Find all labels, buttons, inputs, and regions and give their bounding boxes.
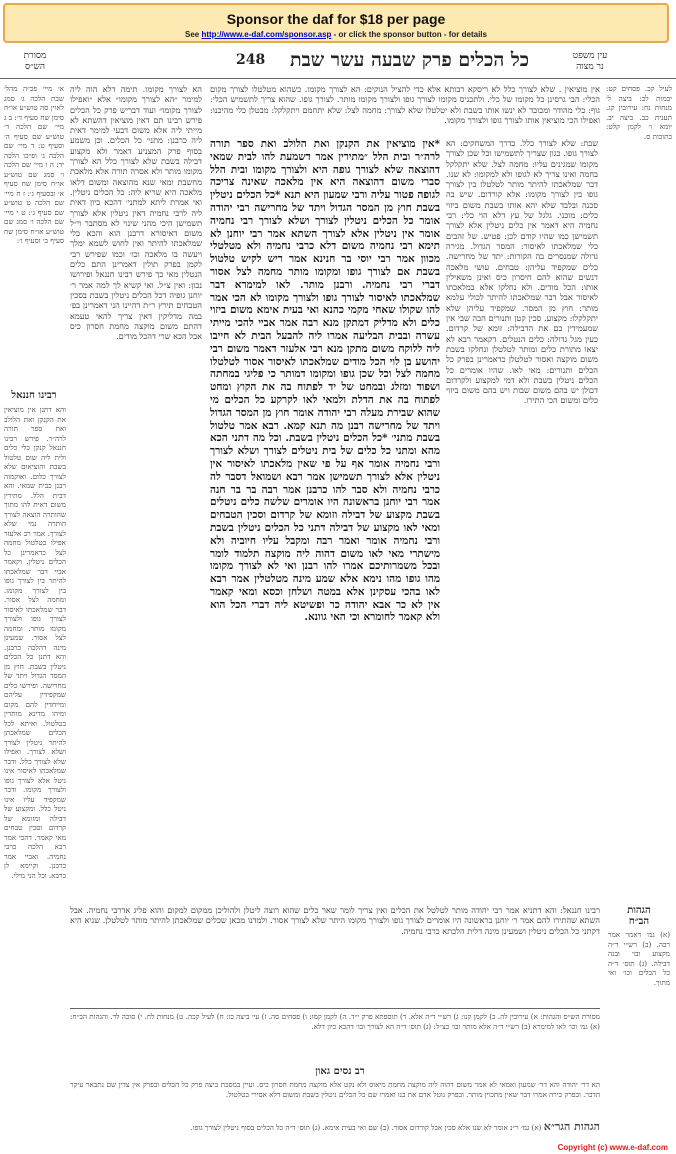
rashi-top-strip xyxy=(210,84,600,134)
masoret-hashas-column xyxy=(606,84,672,884)
rabbenu-chananel-column xyxy=(4,405,66,1045)
page-header xyxy=(0,48,676,78)
hagahot-habach-title: הגהות הב״ח xyxy=(627,905,651,927)
rabbenu-chananel-text: והא דתנן אין מוציאין את הקנקן ואת הלולב ואת ספר תורה לרה״ר. פירש רבינו חננאל קנקן כלי כלים ולית ליה שום טלטול בשבת והוציאום שלא לצורך כלום. ואוקמוה רבנן כבית שמאי. והא דבית הלל. מתירין משום דאית להו מתוך שהותרה הוצאה לצורך הותרה נמי שלא לצורך. אמר רב אלעזר אפילו בטלטול מחמה לצל כדאמרינן כל הכלים ניטלין. וקאמר אביי דבר שמלאכתו להיתר בין לצורך גופו בין לצורך מקומו. ומחמה לצל אסור. דבר שמלאכתו לאיסור לצורך גופו ולצורך מקומו מותר. ומחמה לצל אסור. שמעינן מינה דהלכה כרבנן. והא דתנן כל הכלים ניטלין בשבת. חוץ מן המסר הגדול ויתד של מחרישה. ופירשו כלים שמקפידין עליהם ומייחדין להם מקום ומיהו מדינא מותרין בטלטול. ואיתא לכל הכלים שמלאכתן להיתר ניטלין לצורך ושלא לצורך. ואפילו שלא לצורך כלל. ודבר שמלאכתו לאיסור אינו ניטל אלא לצורך גופו ולצורך מקומו. ודבר שמקפיד עליו אינו ניטל כלל. ומקצוע של דבילה ומזומא של קרדום וסכין טבחים מאי קאמר. דהכי אמר רבא הלכה כרבי נחמיה. ואביי אמר כרבנן. וקיימא לן כרבא. וכל הני מילי. xyxy=(4,405,66,880)
hagahot-hagra-title: הגהות הגר״א xyxy=(543,1122,600,1133)
hagahot-hagra-text: (א) גמ׳ ר״נ אומר לא שנו אלא סכין אבל קורדום אסור. (ב) שם ואי בעית אימא. (ג) תוס׳ ד״ה כל הכלים בסוף ניטלין לצורך גופו. xyxy=(190,1123,542,1132)
masoret-hashas-label: מסורת הש״ס xyxy=(23,51,47,72)
footnotes xyxy=(70,1012,600,1062)
bottom-commentary-text: רבינו חננאל: והא דתניא אמר רבי יהודה מותר לטלטל את הכלים ואין צריך לומר שאר כלים שהוא רוצה ליטלן ולהוליכן ממקום למקום והוא פליג אדרבי נחמיה. אבל השתא שהתירו להם אמר ר׳ יוחנן בראשונה היו אומרים לצורך גופו ולצורך מקומו היתר שלא לצורך אסור. ולמדנו מכאן שכלים שמלאכתן להיתר מותר לטלטלן. שניא היא דקתני כל הכלים ניטלין ושמעינן מינה דלית הלכתא כרבי נחמיה. xyxy=(70,905,600,936)
header-rule xyxy=(0,78,676,79)
sponsor-banner[interactable] xyxy=(3,3,669,43)
copyright-notice[interactable]: Copyright (c) www.e-daf.com xyxy=(557,1143,668,1152)
ein-mishpat-label: עין משפט נר מצוה xyxy=(572,51,608,72)
hagahot-habach-text: (א) גמ׳ דאמר אמר רבה. (ב) רש״י ד״ה מקצוע ובו׳ ובנה דבילה. (ג) תוס׳ ד״ה כל הכלים וכו׳ ואי מתוך. xyxy=(608,930,670,987)
rashi-top-text: אין מוציאין . שלא לצורך כלל לא ריסקא רבותא אלא כדי להציל הנוקים: הא לצורך מקומו. כשהוא מטלטלו לצורך מקום הכלי: הבי גרסינן כל מקומו של כלי. ולתכניס מקומו לצורך גופו ולצורך מקומו מותר. לצורך גופו. שהוא צריך לתשמיש הכלי: גוף: כלי מהודר ומכובד לא ינשו אותו בשבת ולא יטלטלו שלא לצורך: מחמה לצל: שלא יתחמם ויתקלקל: מבטלן כלי מהיכנו: ואפילו הכי מוציאין אותו לצורך גופו ולצורך מקומו. xyxy=(210,84,600,125)
footnotes-text: מסורת הש״ס והגהות: א) עירובין לה. ב) לקמן קנו: ג) רש״י ד״ה אלא. ד) תוספתא פרק י״ד. ה) לקמן קמו: ו) פסחים סה. ז) עי׳ ביצה כו: ח) לעיל קכה. ט) מנחות לח. י) סוכה לד. והגהות הב״ח: (א) גמ׳ וכו׳ לאו למימרא (ב) רש״י ד״ה אלא מותר ובו׳ כצ״ל: (ג) תוס׳ ד״ה הא לצורך ובו׳ דהכא כיון דלא. xyxy=(70,1012,600,1031)
footnote-rule xyxy=(70,1008,600,1009)
rashi-column xyxy=(446,138,598,898)
subtitle-prefix: See xyxy=(185,30,202,39)
chapter-title: כל הכלים פרק שבעה עשר שבת xyxy=(290,49,530,71)
gemara-column xyxy=(210,138,440,898)
rav-nissim-gaon-column xyxy=(70,1080,600,1120)
ein-mishpat-column xyxy=(4,84,64,344)
page-number: 248 xyxy=(236,52,266,68)
subtitle-suffix: - or click the sponsor button - for details xyxy=(331,30,487,39)
ein-mishpat-text: א׳ מיי׳ פכ״ה מהל׳ שבת הלכה ג׳ סמג לאוין סה טוש״ע או״ח סימן שח סעיף ד׳: ב ג מיי׳ שם הלכה ד׳ טוש״ע שם סעיף ה׳ וסעיף ט: ד מיי׳ שם הלכה ג׳ ופ״כו הלכה יד: ה ו מיי׳ שם הלכה ו׳ סמג שם טוש״ע או״ח סימן שח סעיף א׳ ובסעיף ג׳: ז ח מיי׳ שם הלכה ט טוש״ע שם סעיף ג׳: ט י מיי׳ שם הלכה ו׳ סמג שם טוש״ע או״ח סימן שח סעיף ב׳ וסעיף ו׳: xyxy=(4,84,64,245)
hagahot-hagra-column xyxy=(70,1122,600,1142)
bottom-commentary xyxy=(70,905,600,1005)
rav-nissim-gaon-title: רב נסים גאון xyxy=(315,1066,365,1077)
tosafot-text: הא לצורך מקומו. תימה דלא הוה ליה למימר ״הא לצורך מקומו״ אלא ״ואפילו לצורך מקומו״ ועוד דבריש פרק כל הכלים פירש רבינו תם דאין מוציאין דהשתא לא מייתי ליה אלא משום דבעי למימר דאית ליה כרבנן: מתני׳ כל הכלים. וכן משמע בסוף פרק המצניע דאמר ולא מקצוע דבילה בשבת שלא לצורך כלל הא לצורך מקומו מותר ולא אסרה תורה אלא מלאכת מחשבת ומאי שנא מהוצאה ומשום דלאו מלאכה היא שריא ליה: כל הכלים ניטלין. ואי אמרת ליתא למתני׳ דהכא כיון דאית ליה לרבי נחמיה דאין ניטלין אלא לצורך תשמישן היכי מהני שינוי לא מסתבר וי״ל משום דאיסורא דרבנן הוא והכא כלי שמלאכתו להיתר ואין לחוש לשמא ימלך ויעשה בו מלאכה וכו׳ וכמו שפירש רבי לקמן בפרק תולין דאמרינן התם כלים הנטלין מאי כך פירש רבינו חננאל ופירושו נכון: ואין צ״ל. ואי קשיא לך למה אמר ר׳ יוחנן גופיה דכל הכלים ניטלין בשבת בסכין הטבחים תירץ ר״ת דהיינו הני דאמרינן בפ׳ במה מדליקין דאין צריך להאי טעמא דהתם משום מוקצה מחמת חסרון כיס אבל הכא שרי דהכל מודים. xyxy=(70,84,202,342)
tosafot-column xyxy=(70,84,202,664)
sponsor-link[interactable]: http://www.e-daf.com/sponsor.asp xyxy=(201,30,332,39)
sponsor-title: Sponsor the daf for $18 per page xyxy=(226,11,446,27)
footer xyxy=(0,1143,676,1154)
rabbenu-chananel-title: רבינו חננאל xyxy=(11,390,57,401)
rashi-text: שבת: שלא לצורך כלל. כדרך המשחקים: הא לצורך גופו. כגון שצריך לתשמישו וכל שכן לצורך מקומו שמגינים עליו: מחמה לצל. שלא יתקלקל בחמה ואינו צריך לא לגופו ולא למקומו: לא שנו. דבר שמלאכתו להיתר מותר לטלטלו בין לצורך גופו בין לצורך מקומו: אלא קורדום. שיש בה סכנה ובלבד שלא יהא אותו בשבת משום ביזוי כלים: מוכני. גלגל של עץ דלא הוי כלי: רבי נחמיה היא דאמר אין כלים ניטלין אלא לצורך תשמישן כמו שהיו קודם לכן: פטיש. של זהבים כלי שמלאכתו לאיסור: המסר הגדול. מגירה גדולה שמנסרים בה הקורות: יתד של מחרישה. כלים שמקפיד עליהן: טבחים. עושי מלאכה דנשים שהוא להם חיסרון כיס ואינן משאילין אותו: הכל מודים. ולא נחלקו אלא במלאכתו לאיסור אבל דבר שמלאכתו להיתר לכולי עלמא מותר: חוץ מן המסר. שמקפיד עליהן שלא יתקלקלו: מקצוע. סכין קטן ותנורים הבה שבי אין שמעמידין בם את הדבילה: זומא של קרדום. כעין מגל גדולה: כלים הנטלים. דקאמר רבא לא יצאו מתורת כלים ומותר לטלטלן ונחלקו בשבת משום מוקצה ואסור לטלטלן כדאמרינן בפרק כל הכלים ותנורים: מאי לאו. שהיו אומרים כל הכלים ניטלין בשבת ולא דמי למקצוע ולקרדום דכולן יש בהם משום שבות ויש בהם משום ביזוי כלים ומשום הכי התירו. xyxy=(446,138,598,406)
rav-nissim-gaon-text: הא דר׳ יהודה והא דר׳ שמעון ואמאי לא אמר משום דהוה ליה מוקצה מחמת מיאוס ולא נקט אלא מוקצה מחמת חסרון כיס. ועיין במסכת ביצה פרק כל הכלים ובפרק אין צדין שם נתבאר עיקר הדבר. ובפרק כירה אמרו דבר שאין מתכוין מותר. ובפרק נוטל אדם את בנו ואמרו שם כל הכלים ניטלין בשבת ומשום דלא אסירי בטלטול. xyxy=(70,1080,600,1099)
hagahot-habach-column xyxy=(608,930,670,1080)
sponsor-subtitle xyxy=(5,30,667,39)
gemara-text: *אין מוציאין את הקנקן ואת הלולב ואת ספר תורה לרה״ר ובית הלל ״מתירין אמר דשמעת להו לבית שמאי דהוצאה שלא לצורך גופה היא ולצורך מקומו ובית הלל סברי משום דהוצאה היא אין מלאכה שאינה צריכה לגופה פטור עליה ורבי שמעון היא תנא *כל הכלים ניטלין בשבת חוץ מן המסר הגדול ויתד של מחרישה רבי יהודה אומר כל הכלים ניטלין לצורך ושלא לצורך רבי נחמיה אומר אין ניטלין אלא לצורך השתא אמר רבי יוחנן לא תימא רבי נחמיה משום דלא כרבי נחמיה ולא מטלטלי מכוון אמר רבי יוסי בר חנינא אמר ריש לקיש טלטול בשבת אם לצורך גופו ומקומו מותר מחמה לצל אסור דברי רבי נחמיה. ורבנן מותר. לאו למימרא דבר שמלאכתו לאיסור לצורך גופו ולצורך מקומו לא הכי אמר להו שקולו שאחי מקמי כהנא ואי בעית אימא משום ביזוי כלים ולא מדליק דמתקן מנא רבה אמר אביי להכי מייתי עשרה ובבית הבליעה אמרו ליה להבעל הבית לא חייבו ליה ללוקח משום מתקן מנא רבי אלעזר דאמר משום רבי יהושע בן לוי הכל מודים שמלאכתו לאיסור אסור לטלטלו מחמה לצל וכל שכן גופו ומקומו דמותר כי פליגי במחתה ושפוד ומזלג ובמחט של יד לפתוח בה את הקוץ ומחט לפתוח בה את הדלת ולמאי לאו לקרקע כל הכלים מי שהוא שבירת מעלה רבי יהודה אומר חוץ מן המסר הגדול ויתד של מחרישה רבנן מה תנא קמא. רבא אמר טלטול בשבת מתני׳ *כל הכלים ניטלין בשבת. וכל מה דתני הכא מהא ומתני כל כלים של בית ניטלים לצורך ושלא לצורך ורבי נחמיה אומר אף על פי שאין מלאכתו לאיסור אין ניטלין אלא לצורך תשמישן אמר רבא ושמואל דסבר לה כרבי נחמיה ולא סבר להו כרבנן אמר רבה בר בר חנה אמר רבי יוחנן בראשונה היו אומרים שלשה כלים ניטלים בשבת מקצוע של דבילה וזומא של קרדום וסכין הטבחים ומאי לאו מקצוע של דבילה דתני כל הכלים ניטלין בשבת ורבי נחמיה אומר ואמר רבה ומקבל עליו חיוביה ולא מישתרי מאי לאו משום דהוה ליה מוקצה תלמוד לומר ובכל משמרותיכם אמרו להו רבנן ואי לא לצורך מקומו מהו גופו מהו נימא אלא שמע מינה מטלטלין אמר רבא לאו בהכי עסקינן אלא במטה ושלחן וכסא ומאי קאמר אין לא כר אבא יהודה כר ופשיטא ליה דברי הכל הוא ולא קאמר לחומרא וכי האי גוונא. xyxy=(210,138,440,624)
masoret-hashas-text: לעיל קכ. פסחים קט: יבמות לב: ביצה ל׳ מנחות נח: עירובין קג. תענית כב. ביצה יב. יומא ו׳ לקמן קלט: כתובות ס. xyxy=(606,84,672,141)
